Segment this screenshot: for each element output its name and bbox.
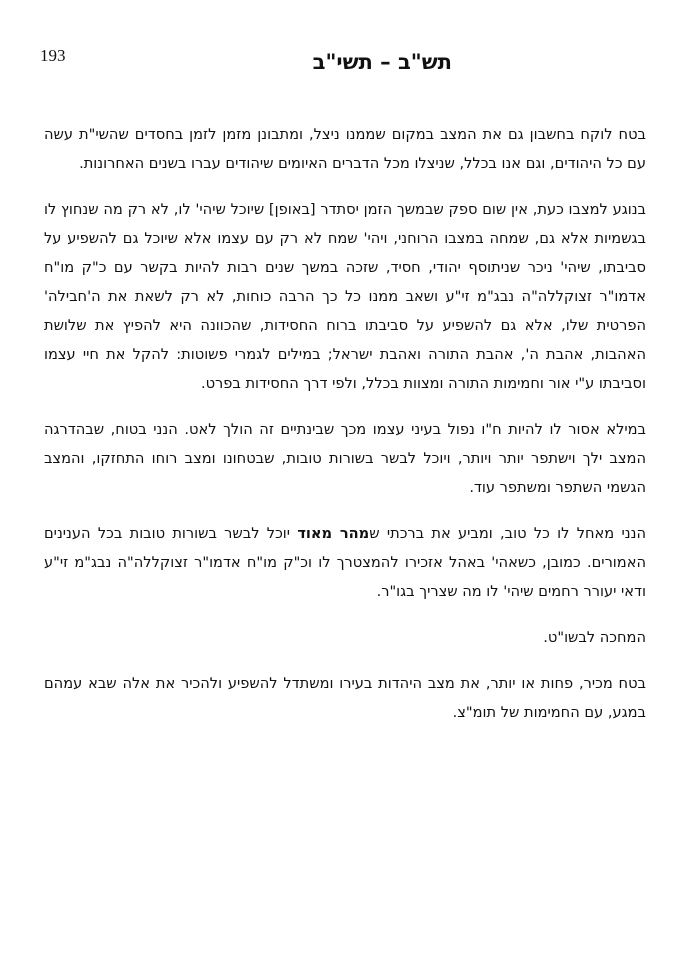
paragraph-4-start: הנני מאחל לו כל טוב, ומביע את ברכתי ש	[369, 525, 646, 542]
running-header: תש"ב – תשי"ב	[312, 50, 452, 74]
body-text	[44, 120, 646, 727]
paragraph-6: בטח מכיר, פחות או יותר, את מצב היהדות בעירו ומשתדל להשפיע ולהכיר את אלה שבא עמהם במגע, עם החמימות של תומ"צ.	[44, 675, 646, 721]
paragraph-3: במילא אסור לו להיות ח"ו נפול בעיני עצמו מכך שבינתיים זה הולך לאט. הנני בטוח, שבהדרגה המצב ילך וישתפר יותר ויותר, ויוכל לבשר בשורות טובות, שבטחונו ומצב רוחו התחזקו, והמצב הגשמי השתפר ומשתפר עוד.	[44, 421, 646, 496]
emphasized-phrase: מהר מאוד	[297, 525, 370, 542]
closing-line: המחכה לבשו"ט.	[543, 629, 646, 646]
paragraph-2: בנוגע למצבו כעת, אין שום ספק שבמשך הזמן יסתדר [באופן] שיוכל שיהי' לו, לא רק מה שנחוץ לו בגשמיות אלא גם, שמחה במצבו הרוחני, ויהי' שמח לא רק עם עצמו אלא שיוכל גם להשפיע על סביבתו, שיהי' ניכר שניתוסף יהודי, חסיד, שזכה במשך שנים רבות להיות בקשר עם כ"ק מו"ח אדמו"ר זצוקללה"ה נבג"מ זי"ע ושאב ממנו כל כך הרבה כוחות, לא רק לשאת את ה'חבילה' הפרטית שלו, אלא גם להשפיע על סביבתו ברוח החסידות, שהכוונה היא להפיץ את שלושת האהבות, אהבת ה', אהבת התורה ואהבת ישראל; במילים לגמרי פשוטות: להקל את חיי עצמו וסביבתו ע"י אור וחמימות התורה ומצוות בכלל, ולפי דרך החסידות בפרט.	[44, 201, 646, 392]
page-number: 193	[40, 46, 66, 65]
paragraph-4	[44, 519, 646, 606]
paragraph-4-end: יוכל לבשר בשורות טובות בכל הענינים האמורים. כמובן, כשאהי' באהל אזכירו להמצטרך לו וכ"ק מו"ח אדמו"ר זצוקללה"ה נבג"מ זי"ע ודאי יעורר רחמים שיהי' לו מה שצריך בגו"ר.	[44, 525, 646, 600]
paragraph-1: בטח לוקח בחשבון גם את המצב במקום שממנו ניצל, ומתבונן מזמן לזמן בחסדים שהשי"ת עשה עם כל היהודים, וגם אנו בכלל, שניצלו מכל הדברים האיומים שיהודים עברו בשנים האחרונות.	[44, 126, 646, 172]
